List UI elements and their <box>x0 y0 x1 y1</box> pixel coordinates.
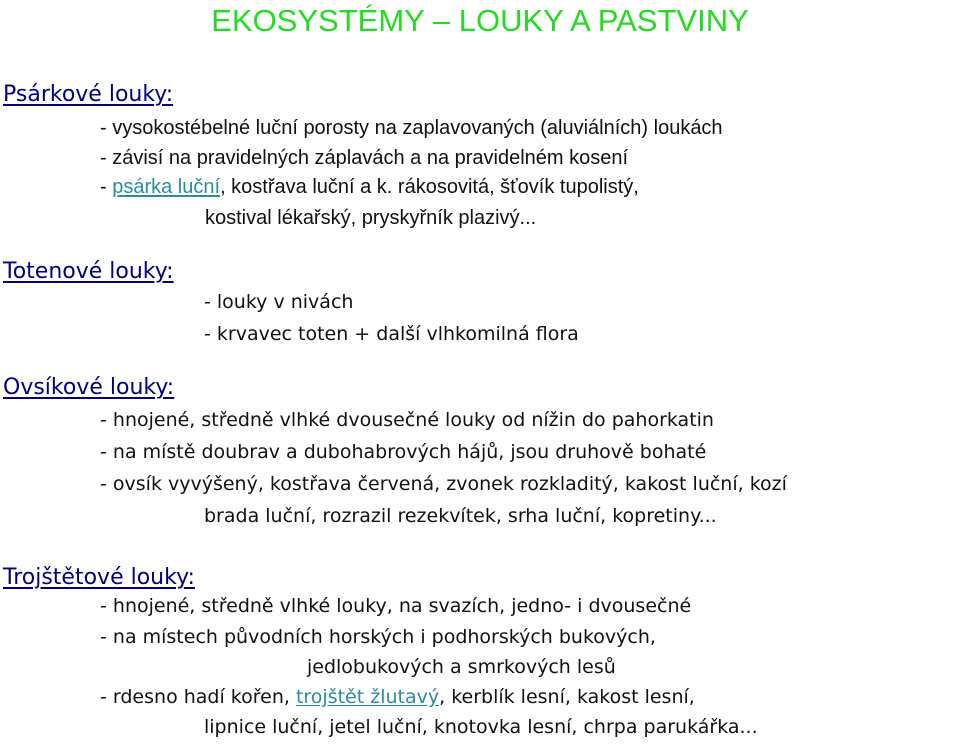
totenove-line-1: - louky v nivách <box>204 291 354 313</box>
psarkove-line-1: - vysokostébelné luční porosty na zaplavovaných (aluviálních) loukách <box>100 117 723 139</box>
ovsikove-line-4: brada luční, rozrazil rezekvítek, srha luční, kopretiny... <box>204 505 717 527</box>
psarkove-line-3-prefix: - <box>100 176 113 198</box>
ovsikove-line-3: - ovsík vyvýšený, kostřava červená, zvonek rozkladitý, kakost luční, kozí <box>100 473 787 495</box>
psarkove-line-4: kostival lékařský, pryskyřník plazivý... <box>205 207 537 229</box>
trojstetove-line-4-rest: , kerblík lesní, kakost lesní, <box>439 686 695 708</box>
heading-psarkove-louky: Psárkové louky: <box>3 82 174 107</box>
psarkove-line-3 <box>100 176 639 199</box>
psarkove-line-3-rest: , kostřava luční a k. rákosovitá, šťovík tupolistý, <box>220 176 639 198</box>
trojstetove-line-5: lipnice luční, jetel luční, knotovka lesní, chrpa parukářka... <box>204 716 758 738</box>
trojstetove-line-4 <box>100 686 695 708</box>
psarka-lucni-link[interactable]: psárka luční <box>112 176 221 198</box>
psarkove-line-2: - závisí na pravidelných záplavách a na pravidelném kosení <box>100 147 629 169</box>
page-title: EKOSYSTÉMY – LOUKY A PASTVINY <box>211 3 749 38</box>
heading-totenove-louky: Totenové louky: <box>3 259 174 284</box>
totenove-line-2: - krvavec toten + další vlhkomilná flora <box>204 323 579 345</box>
heading-ovsikove-louky: Ovsíkové louky: <box>3 375 175 400</box>
ovsikove-line-2: - na místě doubrav a dubohabrových hájů, jsou druhově bohaté <box>100 441 707 463</box>
trojstetove-line-4-prefix: - rdesno hadí kořen, <box>100 686 296 708</box>
ovsikove-line-1: - hnojené, středně vlhké dvousečné louky od nížin do pahorkatin <box>100 409 714 431</box>
trojstetove-line-2: - na místech původních horských i podhorských bukových, <box>100 626 656 648</box>
trojstetove-line-3: jedlobukových a smrkových lesů <box>307 656 616 678</box>
heading-trojstetove-louky: Trojštětové louky: <box>3 565 195 590</box>
trojstetove-line-1: - hnojené, středně vlhké louky, na svazích, jedno- i dvousečné <box>100 595 692 617</box>
trojstet-zlutavy-link[interactable]: trojštět žlutavý <box>295 686 440 708</box>
